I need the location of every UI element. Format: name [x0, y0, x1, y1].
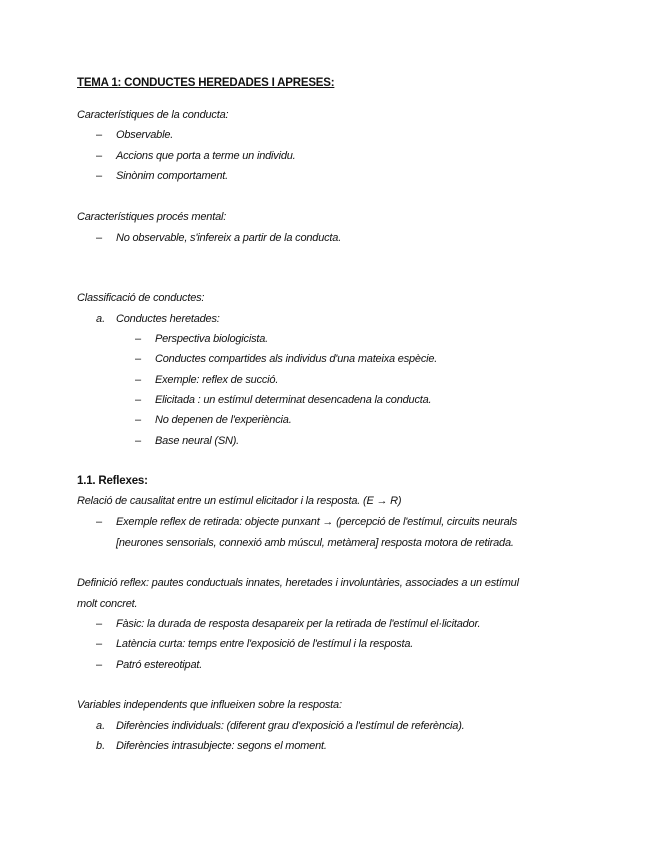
list-item: Exemple: reflex de succió.	[155, 374, 279, 386]
list-item: Conductes compartides als individus d'una mateixa espècie.	[155, 353, 438, 365]
list-item-continuation: [neurones sensorials, connexió amb múscul, metàmera] resposta motora de retirada.	[116, 537, 514, 549]
list-item: No observable, s'infereix a partir de la conducta.	[116, 232, 342, 244]
sublist-label: Conductes heretades:	[116, 313, 220, 325]
bullet-dash: –	[96, 516, 103, 528]
list-marker: b.	[96, 740, 106, 752]
variables-heading: Variables independents que influeixen sobre la resposta:	[77, 699, 342, 711]
list-marker: a.	[96, 313, 106, 325]
list-item: Latència curta: temps entre l'exposició de l'estímul i la resposta.	[116, 638, 414, 650]
list-item: Diferències intrasubjecte: segons el moment.	[116, 740, 327, 752]
list-item: Exemple reflex de retirada: objecte punxant → (percepció de l'estímul, circuits neurals	[116, 516, 518, 528]
list-item: Fàsic: la durada de resposta desapareix per la retirada de l'estímul el·licitador.	[116, 618, 481, 630]
list-item: Elicitada : un estímul determinat desencadena la conducta.	[155, 394, 432, 406]
page-title: TEMA 1: CONDUCTES HEREDADES I APRESES:	[77, 77, 335, 89]
classificacio-heading: Classificació de conductes:	[77, 292, 205, 304]
paragraph: Relació de causalitat entre un estímul elicitador i la resposta. (E → R)	[77, 495, 402, 507]
bullet-dash: –	[96, 170, 103, 182]
bullet-dash: –	[96, 659, 103, 671]
list-item: Observable.	[116, 129, 174, 141]
bullet-dash: –	[135, 374, 142, 386]
bullet-dash: –	[96, 129, 103, 141]
bullet-dash: –	[96, 232, 103, 244]
bullet-dash: –	[135, 333, 142, 345]
list-item: Diferències individuals: (diferent grau d'exposició a l'estímul de referència).	[116, 720, 465, 732]
section-heading: 1.1. Reflexes:	[77, 475, 148, 487]
paragraph: Definició reflex: pautes conductuals innates, heretades i involuntàries, associades a un estímul	[77, 577, 519, 589]
bullet-dash: –	[96, 638, 103, 650]
proces-heading: Característiques procés mental:	[77, 211, 227, 223]
conducta-heading: Característiques de la conducta:	[77, 109, 229, 121]
list-item: Patró estereotipat.	[116, 659, 203, 671]
list-item: No depenen de l'experiència.	[155, 414, 292, 426]
bullet-dash: –	[135, 414, 142, 426]
bullet-dash: –	[96, 150, 103, 162]
list-item: Accions que porta a terme un individu.	[116, 150, 296, 162]
list-item: Sinònim comportament.	[116, 170, 228, 182]
list-item: Perspectiva biologicista.	[155, 333, 269, 345]
bullet-dash: –	[135, 353, 142, 365]
list-item: Base neural (SN).	[155, 435, 240, 447]
list-marker: a.	[96, 720, 106, 732]
paragraph-continuation: molt concret.	[77, 598, 138, 610]
bullet-dash: –	[135, 435, 142, 447]
bullet-dash: –	[135, 394, 142, 406]
bullet-dash: –	[96, 618, 103, 630]
